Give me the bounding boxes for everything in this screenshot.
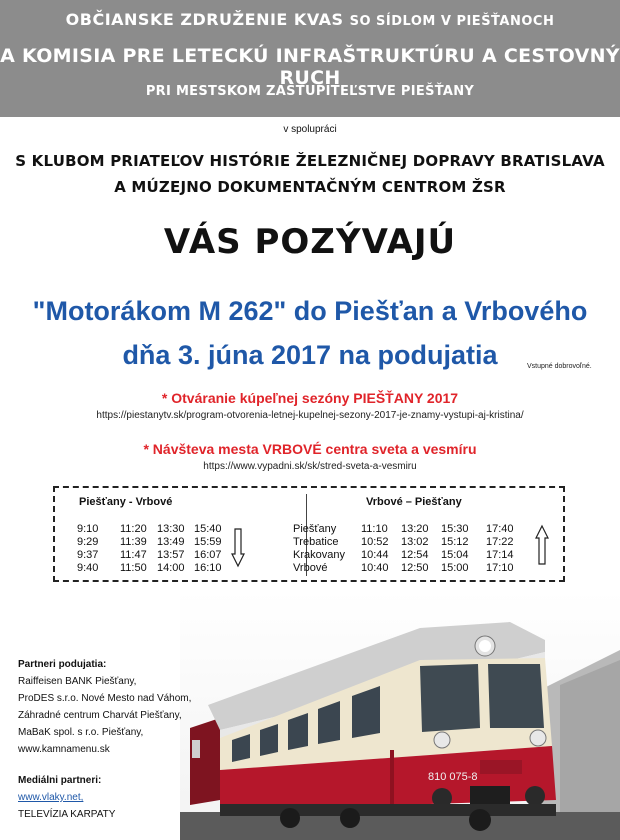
time-cell: 17:40 (486, 523, 514, 535)
time-cell: 10:44 (361, 549, 389, 561)
time-cell: 11:39 (120, 536, 147, 548)
time-cell: 13:30 (157, 523, 185, 535)
entry-note: Vstupné dobrovoľné. (527, 363, 592, 370)
event-title-line-1: "Motorákom M 262" do Piešťan a Vrbového (32, 296, 588, 326)
club-line-2: A MÚZEJNO DOKUMENTAČNÝM CENTROM ŽSR (114, 178, 506, 196)
time-cell: 15:40 (194, 523, 222, 535)
time-cell: 16:10 (194, 562, 222, 574)
partners-heading: Partneri podujatia: (18, 659, 107, 670)
partner-item: ProDES s.r.o. Nové Mesto nad Váhom, (18, 693, 192, 704)
timetable-right-row (293, 562, 526, 575)
timetable-right-row (293, 536, 526, 549)
timetable-box (53, 486, 565, 582)
timetable-left-row (77, 562, 231, 575)
time-cell: 11:47 (120, 549, 147, 561)
partner-item: Záhradné centrum Charvát Piešťany, (18, 710, 182, 721)
header-organization: OBČIANSKE ZDRUŽENIE KVAS (65, 10, 344, 29)
time-cell: 10:52 (361, 536, 389, 548)
event-title-line-2: dňa 3. júna 2017 na podujatia (122, 340, 498, 370)
time-cell: 13:02 (401, 536, 429, 548)
time-cell: 12:54 (401, 549, 429, 561)
time-cell: 15:59 (194, 536, 222, 548)
timetable-left-title: Piešťany - Vrbové (79, 496, 173, 508)
time-cell: 11:20 (120, 523, 147, 535)
event-1-url[interactable]: https://piestanytv.sk/program-otvorenia-letnej-kupelnej-sezony-2017-je-znamy-vystupi-aj-kristina/ (96, 410, 524, 421)
station-name: Piešťany (293, 523, 337, 535)
timetable-left-grid (77, 523, 231, 575)
event-2-name: * Návšteva mesta VRBOVÉ centra sveta a vesmíru (143, 441, 477, 457)
down-arrow-icon (231, 528, 245, 568)
time-cell: 17:14 (486, 549, 514, 561)
time-cell: 11:50 (120, 562, 147, 574)
time-cell: 10:40 (361, 562, 389, 574)
time-cell: 9:40 (77, 562, 99, 574)
partner-item: www.kamnamenu.sk (18, 744, 110, 755)
station-name: Trebatice (293, 536, 339, 548)
timetable-right-row (293, 549, 526, 562)
header-line-1 (0, 10, 620, 29)
train-number: 810 075-8 (428, 771, 478, 783)
timetable-left-row (77, 536, 231, 549)
time-cell: 12:50 (401, 562, 429, 574)
time-cell: 9:29 (77, 536, 99, 548)
event-2-url[interactable]: https://www.vypadni.sk/sk/stred-sveta-a-vesmiru (203, 461, 417, 472)
media-partners-section (18, 772, 115, 823)
header-line-3: PRI MESTSKOM ZASTUPITEĽSTVE PIEŠŤANY (145, 84, 475, 99)
media-link[interactable]: www.vlaky.net, (18, 792, 84, 803)
up-arrow-icon (535, 524, 549, 566)
time-cell: 17:22 (486, 536, 514, 548)
time-cell: 13:57 (157, 549, 185, 561)
timetable-right-row (293, 523, 526, 536)
time-cell: 13:20 (401, 523, 429, 535)
media-heading: Mediálni partneri: (18, 775, 102, 786)
time-cell: 11:10 (361, 523, 388, 535)
train-photo (180, 590, 620, 840)
header-banner (0, 0, 620, 117)
time-cell: 15:00 (441, 562, 469, 574)
timetable-left-row (77, 549, 231, 562)
header-seat: SO SÍDLOM V PIEŠŤANOCH (349, 14, 555, 29)
media-tv: TELEVÍZIA KARPATY (18, 809, 116, 820)
time-cell: 9:10 (77, 523, 99, 535)
invitation-heading: VÁS POZÝVAJÚ (163, 222, 457, 262)
time-cell: 14:00 (157, 562, 185, 574)
station-name: Vrbové (293, 562, 328, 574)
header-line-2: A KOMISIA PRE LETECKÚ INFRAŠTRUKTÚRU A CESTOVNÝ RUCH (0, 45, 620, 89)
time-cell: 15:12 (441, 536, 469, 548)
station-name: Krakovany (293, 549, 345, 561)
time-cell: 15:30 (441, 523, 469, 535)
timetable-right-grid (293, 523, 526, 575)
event-1-name: * Otváranie kúpeľnej sezóny PIEŠŤANY 2017 (161, 390, 459, 406)
club-line-1: S KLUBOM PRIATEĽOV HISTÓRIE ŽELEZNIČNEJ DOPRAVY BRATISLAVA (15, 152, 605, 170)
partner-item: Raiffeisen BANK Piešťany, (18, 676, 137, 687)
time-cell: 15:04 (441, 549, 469, 561)
time-cell: 13:49 (157, 536, 185, 548)
partners-section (18, 656, 191, 758)
timetable-right-title: Vrbové – Piešťany (366, 496, 462, 508)
partner-item: MaBaK spol. s r.o. Piešťany, (18, 727, 144, 738)
cooperation-label: v spolupráci (283, 124, 337, 135)
timetable-left-row (77, 523, 231, 536)
time-cell: 16:07 (194, 549, 222, 561)
time-cell: 9:37 (77, 549, 99, 561)
time-cell: 17:10 (486, 562, 514, 574)
